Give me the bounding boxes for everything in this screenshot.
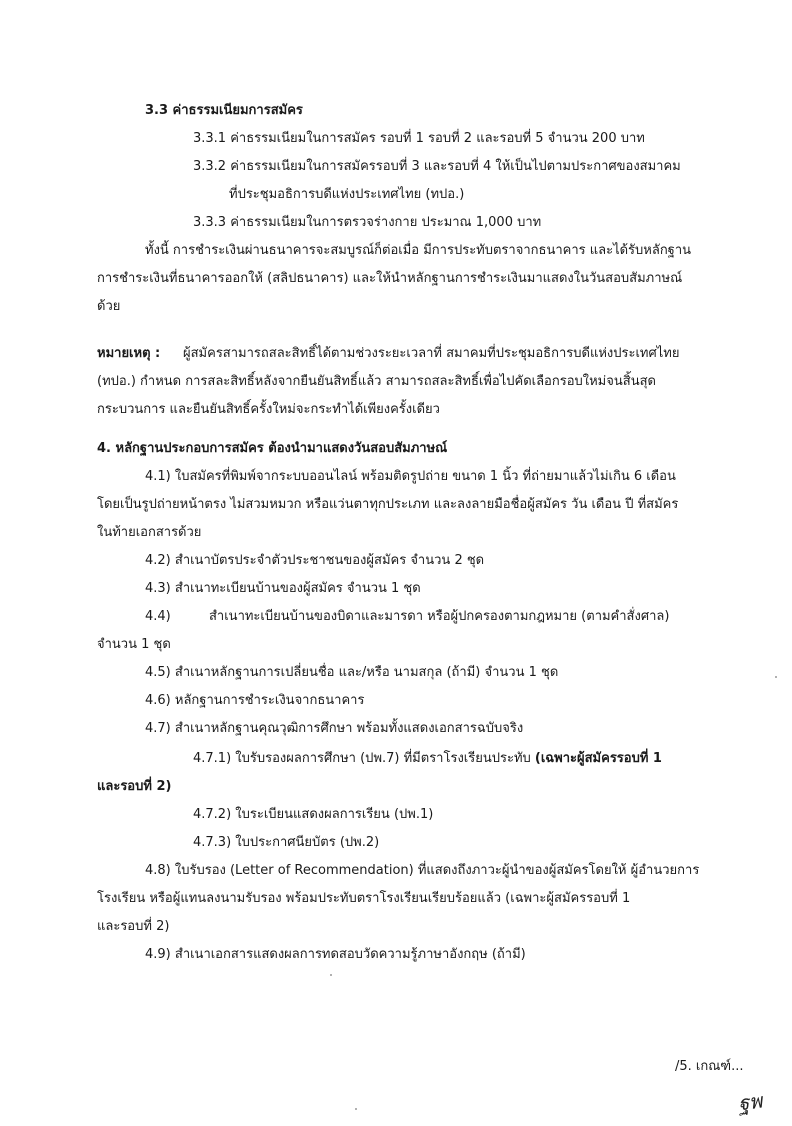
doc-item-4-8-cont-1: โรงเรียน หรือผู้แทนลงนามรับรอง พร้อมประทับตราโรงเรียนเรียบร้อยแล้ว (เฉพาะผู้สมัครรอบที่ 1 (97, 891, 631, 906)
continued-marker: /5. เกณฑ์... (675, 1059, 744, 1074)
doc-item-4-4-number: 4.4) (145, 609, 171, 624)
doc-item-4-2: 4.2) สำเนาบัตรประจำตัวประชาชนของผู้สมัคร จำนวน 2 ชุด (145, 553, 485, 568)
doc-item-4-8-cont-2: และรอบที่ 2) (97, 919, 170, 934)
fee-item-3-3-1: 3.3.1 ค่าธรรมเนียมในการสมัคร รอบที่ 1 รอบที่ 2 และรอบที่ 5 จำนวน 200 บาท (193, 131, 645, 146)
doc-item-4-9: 4.9) สำเนาเอกสารแสดงผลการทดสอบวัดความรู้ภาษาอังกฤษ (ถ้ามี) (145, 947, 526, 962)
payment-paragraph-line-1: ทั้งนี้ การชำระเงินผ่านธนาคารจะสมบูรณ์ก็ต่อเมื่อ มีการประทับตราจากธนาคาร และได้รับหลักฐาน (145, 243, 692, 258)
doc-item-4-4: สำเนาทะเบียนบ้านของบิดาและมารดา หรือผู้ปกครองตามกฎหมาย (ตามคำสั่งศาล) (209, 609, 670, 624)
signature-initials: ฐพ (736, 1088, 764, 1116)
doc-item-4-7-3: 4.7.3) ใบประกาศนียบัตร (ปพ.2) (193, 835, 380, 850)
scan-speck (355, 1108, 357, 1110)
doc-item-4-7-1-cont: และรอบที่ 2) (97, 779, 172, 794)
payment-paragraph-line-2: การชำระเงินที่ธนาคารออกให้ (สลิปธนาคาร) และให้นำหลักฐานการชำระเงินมาแสดงในวันสอบสัมภาษณ์ (97, 271, 683, 286)
doc-item-4-7-1-bold: (เฉพาะผู้สมัครรอบที่ 1 (534, 751, 662, 766)
fee-item-3-3-2-cont: ที่ประชุมอธิการบดีแห่งประเทศไทย (ทปอ.) (229, 187, 465, 202)
doc-item-4-8: 4.8) ใบรับรอง (Letter of Recommendation) ที่แสดงถึงภาวะผู้นำของผู้สมัครโดยให้ ผู้อำนวยการ (145, 863, 700, 878)
remark-line-2: (ทปอ.) กำหนด การสละสิทธิ์หลังจากยืนยันสิทธิ์แล้ว สามารถสละสิทธิ์เพื่อไปคัดเลือกรอบใหม่จนสิ้นสุด (97, 374, 656, 389)
section-4-heading: 4. หลักฐานประกอบการสมัคร ต้องนำมาแสดงวันสอบสัมภาษณ์ (97, 441, 448, 456)
doc-item-4-1: 4.1) ใบสมัครที่พิมพ์จากระบบออนไลน์ พร้อมติดรูปถ่าย ขนาด 1 นิ้ว ที่ถ่ายมาแล้วไม่เกิน 6 เดือน (145, 469, 676, 484)
doc-item-4-3: 4.3) สำเนาทะเบียนบ้านของผู้สมัคร จำนวน 1 ชุด (145, 581, 421, 596)
doc-item-4-1-cont-2: ในท้ายเอกสารด้วย (97, 525, 202, 540)
doc-item-4-7-1 (193, 750, 662, 768)
doc-item-4-1-cont-1: โดยเป็นรูปถ่ายหน้าตรง ไม่สวมหมวก หรือแว่นตาทุกประเภท และลงลายมือชื่อผู้สมัคร วัน เดือน ปี ที่สมัคร (97, 497, 679, 512)
scan-speck (775, 676, 777, 678)
remark-label: หมายเหตุ : (97, 346, 161, 361)
doc-item-4-7-2: 4.7.2) ใบระเบียนแสดงผลการเรียน (ปพ.1) (193, 807, 434, 822)
fee-item-3-3-3: 3.3.3 ค่าธรรมเนียมในการตรวจร่างกาย ประมาณ 1,000 บาท (193, 215, 542, 230)
doc-item-4-5: 4.5) สำเนาหลักฐานการเปลี่ยนชื่อ และ/หรือ นามสกุล (ถ้ามี) จำนวน 1 ชุด (145, 665, 559, 680)
fee-item-3-3-2: 3.3.2 ค่าธรรมเนียมในการสมัครรอบที่ 3 และรอบที่ 4 ให้เป็นไปตามประกาศของสมาคม (193, 159, 681, 174)
payment-paragraph-line-3: ด้วย (97, 299, 121, 314)
scan-speck (330, 974, 332, 976)
section-3-3-heading: 3.3 ค่าธรรมเนียมการสมัคร (145, 103, 303, 118)
doc-item-4-6: 4.6) หลักฐานการชำระเงินจากธนาคาร (145, 693, 365, 708)
doc-item-4-4-cont: จำนวน 1 ชุด (97, 637, 171, 652)
remark-line-1: ผู้สมัครสามารถสละสิทธิ์ได้ตามช่วงระยะเวลาที่ สมาคมที่ประชุมอธิการบดีแห่งประเทศไทย (183, 346, 680, 361)
doc-item-4-7: 4.7) สำเนาหลักฐานคุณวุฒิการศึกษา พร้อมทั้งแสดงเอกสารฉบับจริง (145, 721, 524, 736)
remark-line-3: กระบวนการ และยืนยันสิทธิ์ครั้งใหม่จะกระทำได้เพียงครั้งเดียว (97, 402, 440, 417)
doc-item-4-7-1-text: 4.7.1) ใบรับรองผลการศึกษา (ปพ.7) ที่มีตราโรงเรียนประทับ (193, 751, 531, 766)
